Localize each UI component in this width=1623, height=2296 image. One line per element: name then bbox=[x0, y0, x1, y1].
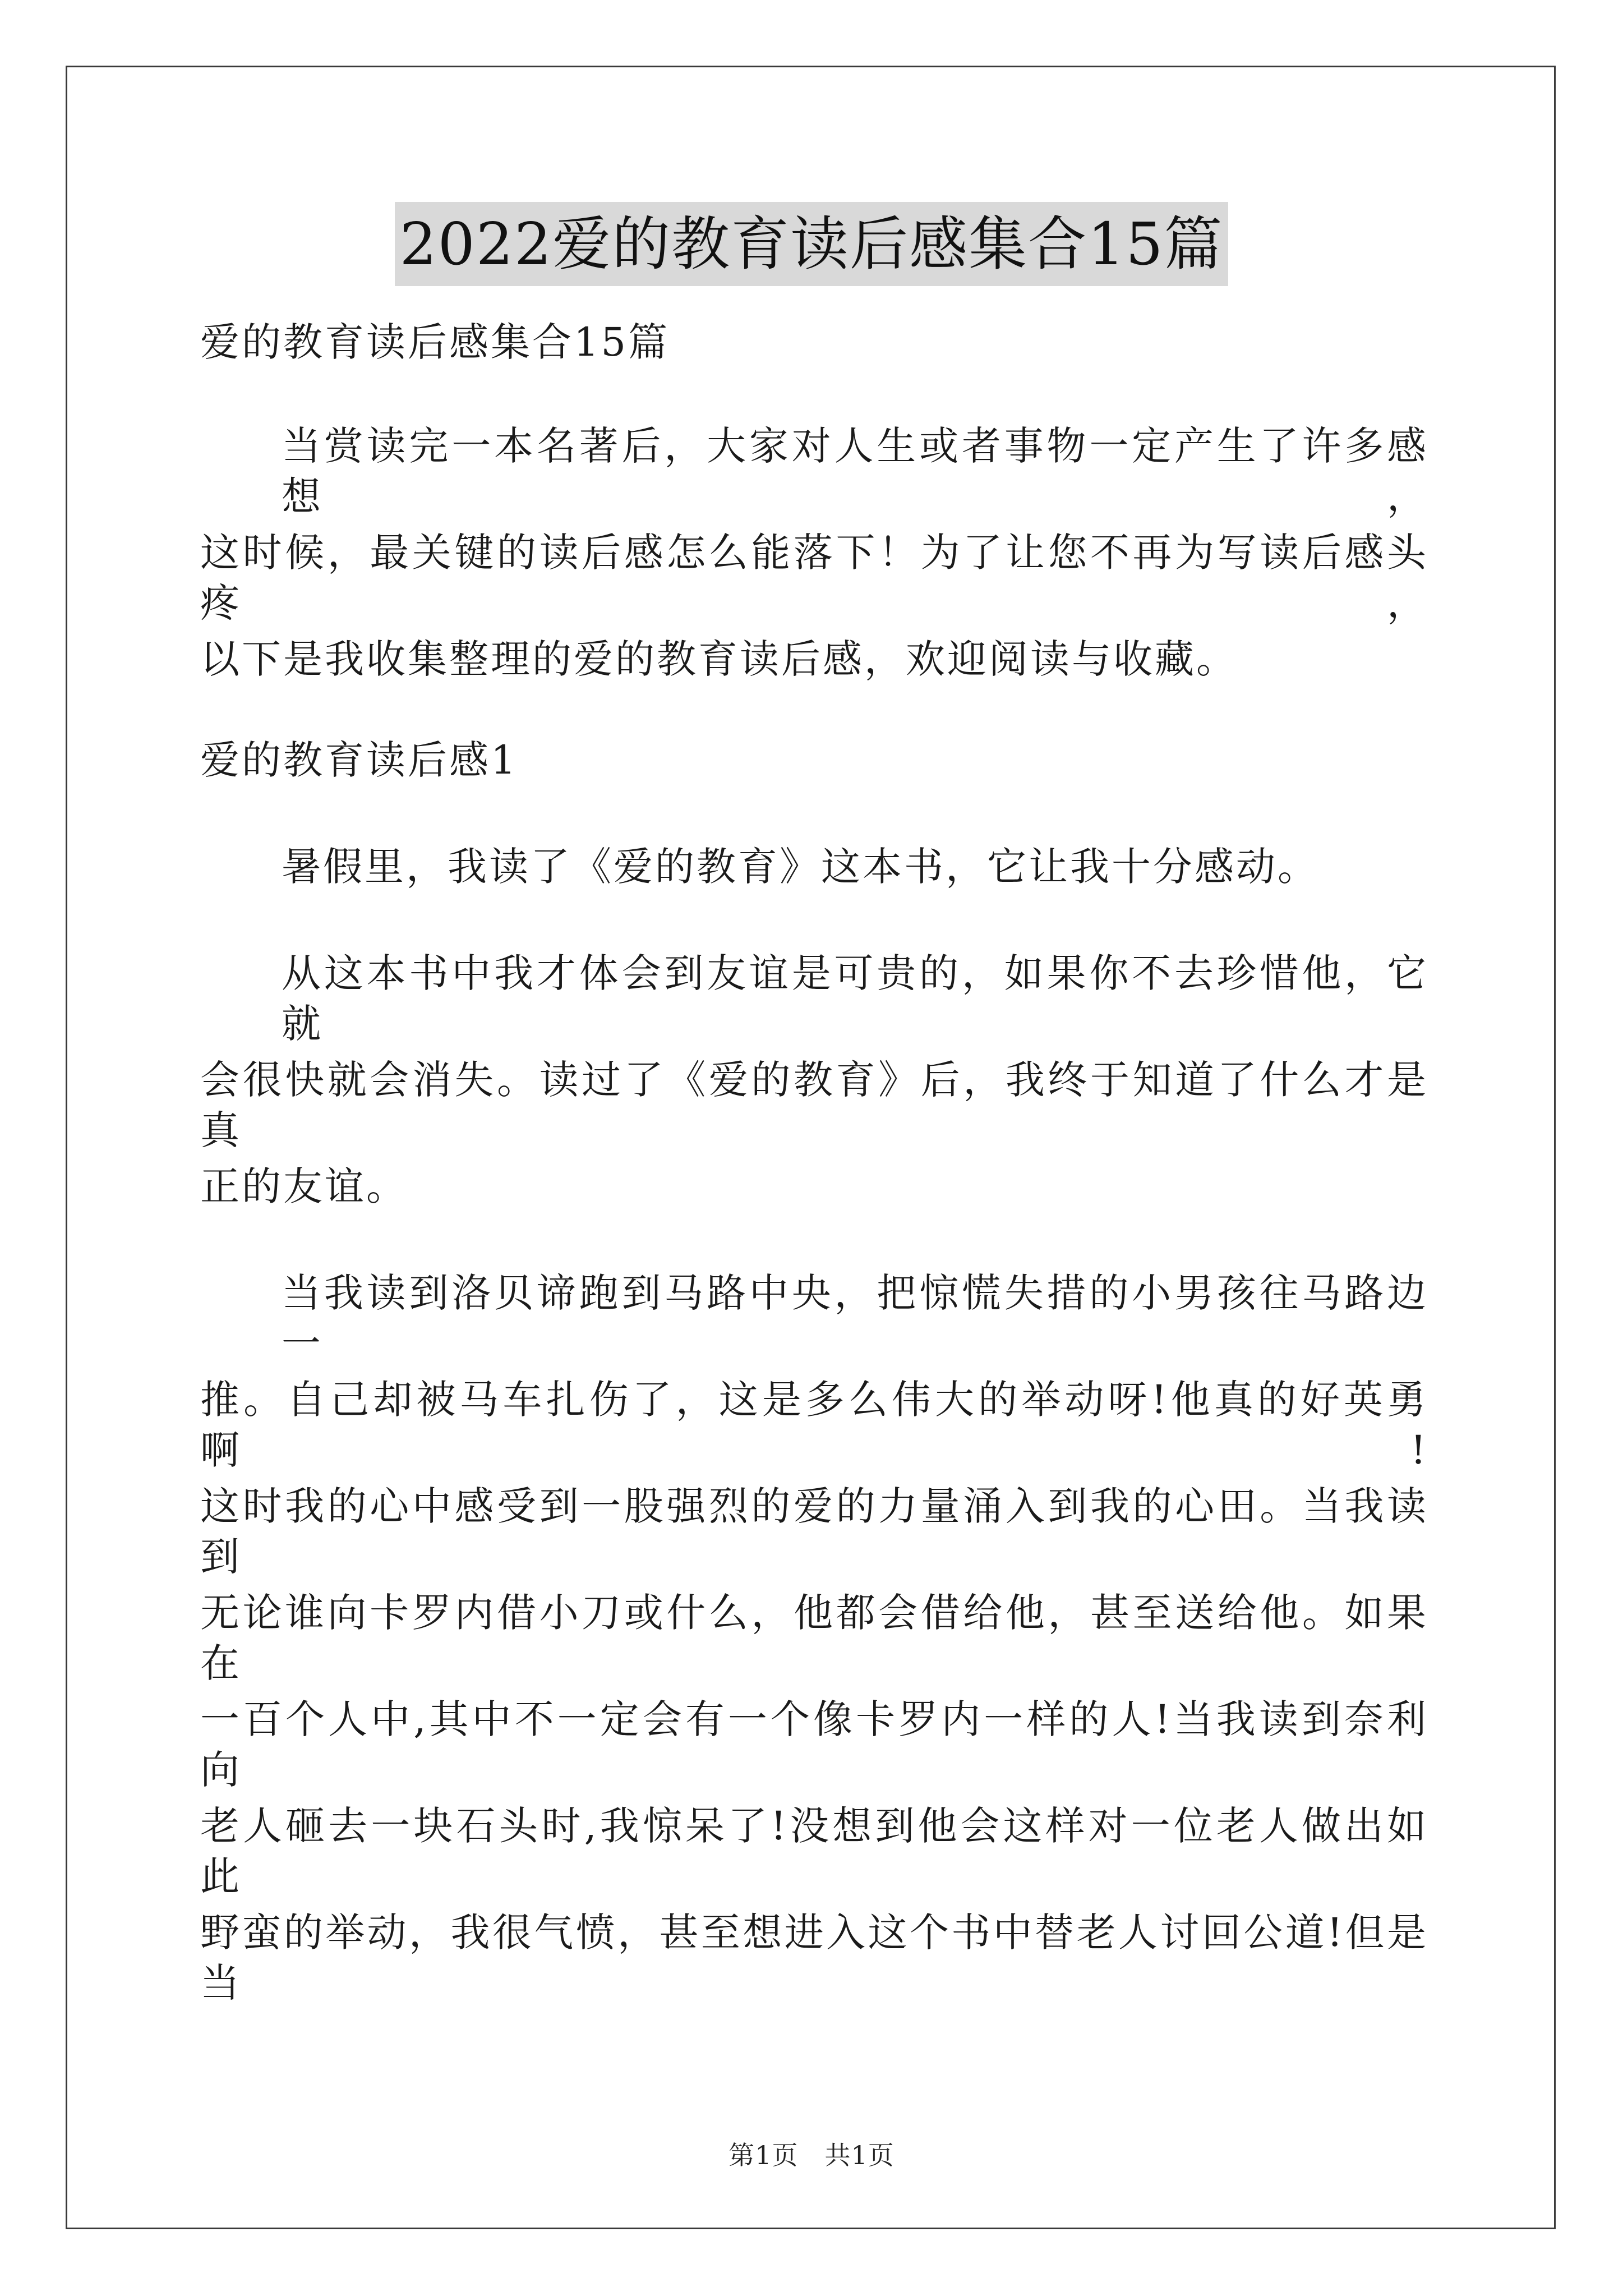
paragraph-line: 暑假里，我读了《爱的教育》这本书，它让我十分感动。 bbox=[282, 844, 1319, 890]
paragraph-line: 以下是我收集整理的爱的教育读后感，欢迎阅读与收藏。 bbox=[200, 636, 1238, 682]
paragraph-line: 正的友谊。 bbox=[200, 1163, 408, 1209]
paragraph-line: 无论谁向卡罗内借小刀或什么，他都会借给他，甚至送给他。如果在 bbox=[200, 1590, 1428, 1686]
paragraph-line: 这时候，最关键的读后感怎么能落下！为了让您不再为写读后感头疼， bbox=[200, 530, 1428, 626]
section-heading: 爱的教育读后感1 bbox=[200, 737, 518, 783]
paragraph-line: 这时我的心中感受到一股强烈的爱的力量涌入到我的心田。当我读到 bbox=[200, 1483, 1428, 1580]
paragraph-line: 当我读到洛贝谛跑到马路中央，把惊慌失措的小男孩往马路边一 bbox=[282, 1270, 1428, 1366]
paragraph-line: 推。自己却被马车扎伤了，这是多么伟大的举动呀!他真的好英勇啊! bbox=[200, 1377, 1428, 1473]
paragraph-line: 当赏读完一本名著后，大家对人生或者事物一定产生了许多感想， bbox=[282, 423, 1428, 519]
document-title: 2022爱的教育读后感集合15篇 bbox=[395, 202, 1228, 286]
paragraph-line: 老人砸去一块石头时,我惊呆了!没想到他会这样对一位老人做出如此 bbox=[200, 1803, 1428, 1899]
paragraph-line: 一百个人中,其中不一定会有一个像卡罗内一样的人!当我读到奈利向 bbox=[200, 1696, 1428, 1793]
title-container bbox=[0, 202, 1623, 286]
paragraph-line: 野蛮的举动，我很气愤，甚至想进入这个书中替老人讨回公道!但是当 bbox=[200, 1910, 1428, 2006]
document-subtitle: 爱的教育读后感集合15篇 bbox=[200, 319, 670, 365]
page-footer: 第1页 共1页 bbox=[728, 2140, 895, 2170]
paragraph-line: 会很快就会消失。读过了《爱的教育》后，我终于知道了什么才是真 bbox=[200, 1057, 1428, 1153]
paragraph-line: 从这本书中我才体会到友谊是可贵的，如果你不去珍惜他，它就 bbox=[282, 950, 1428, 1047]
